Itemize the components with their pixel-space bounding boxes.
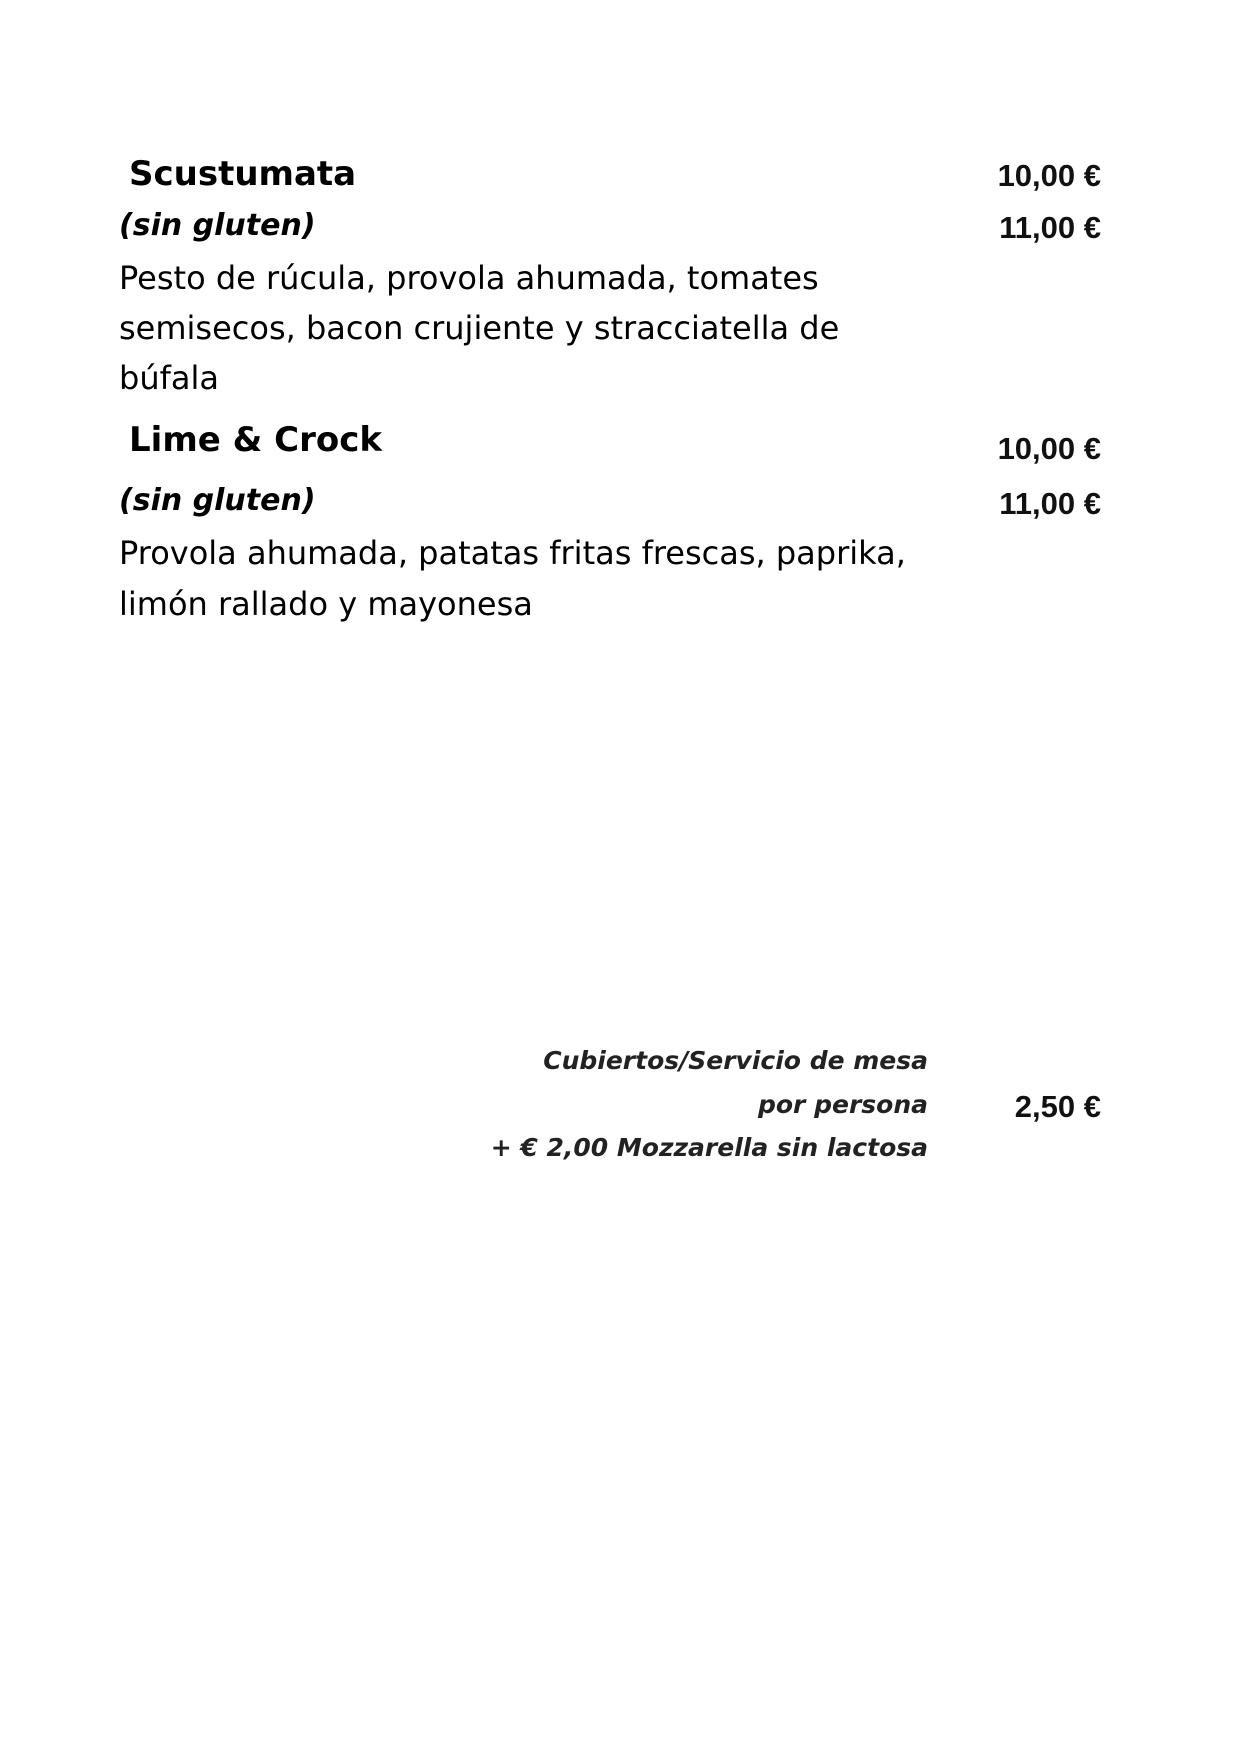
dish-price-lime-crock: 10,00 € — [997, 431, 1101, 466]
gluten-free-label-scustumata: (sin gluten) — [119, 208, 316, 243]
dish-description-line: Pesto de rúcula, provola ahumada, tomates — [119, 259, 819, 297]
service-lactose-free-note: + € 2,00 Mozzarella sin lactosa — [490, 1133, 928, 1162]
gluten-free-price-scustumata: 11,00 € — [999, 210, 1101, 245]
dish-price-scustumata: 10,00 € — [997, 158, 1101, 193]
dish-description-line: semisecos, bacon crujiente y stracciatella de — [119, 309, 840, 347]
dish-name-lime-crock: Lime & Crock — [129, 420, 382, 460]
dish-description-line: Provola ahumada, patatas fritas frescas, paprika, — [119, 534, 906, 572]
dish-description-line: limón rallado y mayonesa — [119, 585, 533, 623]
service-charge-title: Cubiertos/Servicio de mesa — [543, 1046, 928, 1075]
gluten-free-price-lime-crock: 11,00 € — [999, 486, 1101, 521]
gluten-free-label-lime-crock: (sin gluten) — [119, 483, 316, 518]
dish-description-line: búfala — [119, 359, 219, 397]
service-charge-price: 2,50 € — [1014, 1089, 1101, 1124]
dish-name-scustumata: Scustumata — [129, 154, 357, 194]
service-charge-per-person: por persona — [757, 1090, 928, 1119]
